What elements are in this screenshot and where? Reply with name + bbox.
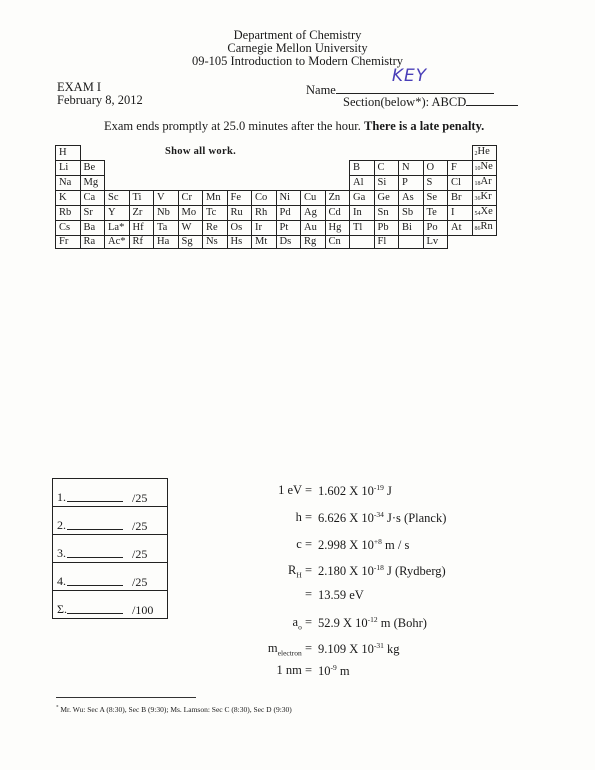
noble-gas-cell: $_{18}$Ar	[472, 176, 497, 191]
element-cell: Hf	[129, 221, 154, 236]
name-line	[336, 66, 494, 94]
element-cell: Sb	[399, 206, 424, 221]
element-cell: Sc	[105, 191, 130, 206]
section-field[interactable]	[343, 93, 518, 109]
element-cell: Zr	[129, 206, 154, 221]
element-cell: Cl	[448, 176, 473, 191]
element-cell: Rg	[301, 236, 326, 249]
score-box	[52, 478, 168, 619]
department-title: Department of Chemistry	[233, 28, 362, 42]
element-cell: Se	[423, 191, 448, 206]
element-cell: S	[423, 176, 448, 191]
noble-gas-cell: $_2$He	[472, 146, 497, 161]
constant-value: 13.59 eV	[318, 588, 364, 603]
noble-gas-cell: $_{36}$Kr	[472, 191, 497, 206]
element-cell: Hs	[227, 236, 252, 249]
element-cell: Ca	[80, 191, 105, 206]
element-cell: Re	[203, 221, 228, 236]
constant-value: 2.180 X $10^{-18}$ J (Rydberg)	[318, 563, 446, 579]
element-cell: Sg	[178, 236, 203, 249]
constant-lhs: 1 eV =	[278, 483, 312, 497]
constant-value: 52.9 X $10^{-12}$ m (Bohr)	[318, 615, 427, 631]
periodic-table	[55, 145, 497, 249]
element-cell: Lv	[423, 236, 448, 249]
constant-lhs: c =	[296, 537, 312, 551]
element-cell: Os	[227, 221, 252, 236]
name-label: Name	[306, 83, 336, 97]
element-cell: V	[154, 191, 179, 206]
element-cell: Sn	[374, 206, 399, 221]
element-cell: Sr	[80, 206, 105, 221]
element-cell: Si	[374, 176, 399, 191]
score-row	[53, 507, 167, 535]
section-label: Section(below*): ABCD	[343, 95, 467, 109]
constant-lhs: 1 nm =	[276, 663, 312, 677]
score-row	[53, 563, 167, 591]
element-cell: Pd	[276, 206, 301, 221]
element-cell: Cu	[301, 191, 326, 206]
element-cell: Fl	[374, 236, 399, 249]
element-cell: Mn	[203, 191, 228, 206]
constant-lhs: =	[304, 587, 312, 601]
score-label: 3.	[57, 546, 66, 560]
element-cell: Ta	[154, 221, 179, 236]
constant-lhs: $a_o$ =	[292, 615, 312, 632]
element-cell: Cd	[325, 206, 350, 221]
element-cell: Fe	[227, 191, 252, 206]
score-row	[53, 535, 167, 563]
notice-text: Exam ends promptly at 25.0 minutes after the hour.	[104, 119, 361, 133]
element-cell: Y	[105, 206, 130, 221]
constant-lhs: h =	[295, 510, 312, 524]
element-cell: Tc	[203, 206, 228, 221]
score-denominator: /25	[132, 491, 148, 505]
constant-value: $10^{-9}$ m	[318, 663, 350, 679]
element-cell: Tl	[350, 221, 375, 236]
element-cell: Cn	[325, 236, 350, 249]
element-cell: Zn	[325, 191, 350, 206]
score-denominator: /25	[132, 519, 148, 533]
constant-value: 6.626 X $10^{-34}$ J·s (Planck)	[318, 510, 447, 526]
element-cell: Ha	[154, 236, 179, 249]
element-cell: B	[350, 161, 375, 176]
score-row	[53, 479, 167, 507]
element-cell: Mt	[252, 236, 277, 249]
score-denominator: /25	[132, 575, 148, 589]
element-cell: Cs	[56, 221, 81, 236]
score-label: 1.	[57, 490, 66, 504]
element-cell: Nb	[154, 206, 179, 221]
score-denominator: /25	[132, 547, 148, 561]
score-blank[interactable]	[67, 613, 123, 614]
element-cell: O	[423, 161, 448, 176]
element-cell: Ir	[252, 221, 277, 236]
element-cell: In	[350, 206, 375, 221]
element-cell: Al	[350, 176, 375, 191]
constant-value: 2.998 X $10^{+8}$ m / s	[318, 537, 410, 553]
element-cell: Mg	[80, 176, 105, 191]
score-denominator: /100	[132, 603, 154, 617]
element-cell: Te	[423, 206, 448, 221]
element-cell: Ti	[129, 191, 154, 206]
element-cell: Po	[423, 221, 448, 236]
score-label: Σ.	[57, 602, 67, 616]
late-penalty: There is a late penalty.	[364, 119, 485, 133]
element-cell: K	[56, 191, 81, 206]
element-cell: Ni	[276, 191, 301, 206]
score-label: 2.	[57, 518, 66, 532]
element-cell: W	[178, 221, 203, 236]
element-cell: Ac*	[105, 236, 130, 249]
element-cell: Ra	[80, 236, 105, 249]
score-label: 4.	[57, 574, 66, 588]
element-cell: Ge	[374, 191, 399, 206]
element-cell: I	[448, 206, 473, 221]
element-cell: Ag	[301, 206, 326, 221]
element-cell: Fr	[56, 236, 81, 249]
constant-lhs: $R_H$ =	[288, 563, 312, 580]
noble-gas-cell: $_{10}$Ne	[472, 161, 497, 176]
element-cell: Ba	[80, 221, 105, 236]
element-cell: Rf	[129, 236, 154, 249]
constant-lhs: $m_{electron}$ =	[267, 641, 312, 658]
element-cell: Cr	[178, 191, 203, 206]
section-line	[466, 93, 518, 106]
element-cell: As	[399, 191, 424, 206]
element-cell: Pt	[276, 221, 301, 236]
element-cell: P	[399, 176, 424, 191]
noble-gas-cell: $_{86}$Rn	[472, 221, 497, 236]
element-cell: Ru	[227, 206, 252, 221]
element-cell: Mo	[178, 206, 203, 221]
element-cell: Be	[80, 161, 105, 176]
footnote: * Mr. Wu: Sec A (8:30), Sec B (9:30); Ms. Lamson: Sec C (8:30), Sec D (9:30)	[56, 705, 292, 714]
constant-value: 1.602 X $10^{-19}$ J	[318, 483, 392, 499]
element-cell: Rh	[252, 206, 277, 221]
score-blank[interactable]	[67, 585, 123, 586]
course-title: 09-105 Introduction to Modern Chemistry	[191, 54, 404, 68]
element-cell: Au	[301, 221, 326, 236]
score-row	[53, 591, 167, 618]
element-cell: La*	[105, 221, 130, 236]
element-cell: At	[448, 221, 473, 236]
noble-gas-cell: $_{54}$Xe	[472, 206, 497, 221]
score-blank[interactable]	[67, 557, 123, 558]
element-cell: Ds	[276, 236, 301, 249]
footnote-rule	[56, 697, 196, 698]
exam-date: February 8, 2012	[57, 93, 143, 107]
exam-notice	[104, 119, 484, 133]
element-cell: Pb	[374, 221, 399, 236]
element-cell: Li	[56, 161, 81, 176]
constant-value: 9.109 X $10^{-31}$ kg	[318, 641, 400, 657]
score-blank[interactable]	[67, 501, 123, 502]
element-cell: C	[374, 161, 399, 176]
score-blank[interactable]	[67, 529, 123, 530]
element-cell: Na	[56, 176, 81, 191]
element-cell: H	[56, 146, 81, 161]
exam-title: EXAM I	[57, 80, 102, 94]
name-value: KEY	[391, 66, 428, 86]
show-all-work: Show all work.	[165, 146, 237, 157]
element-cell: Hg	[325, 221, 350, 236]
university-name: Carnegie Mellon University	[227, 41, 368, 55]
element-cell: Rb	[56, 206, 81, 221]
element-cell: Bi	[399, 221, 424, 236]
element-cell: Ga	[350, 191, 375, 206]
element-cell: Co	[252, 191, 277, 206]
element-cell: Ns	[203, 236, 228, 249]
element-cell: F	[448, 161, 473, 176]
element-cell: Br	[448, 191, 473, 206]
element-cell: N	[399, 161, 424, 176]
